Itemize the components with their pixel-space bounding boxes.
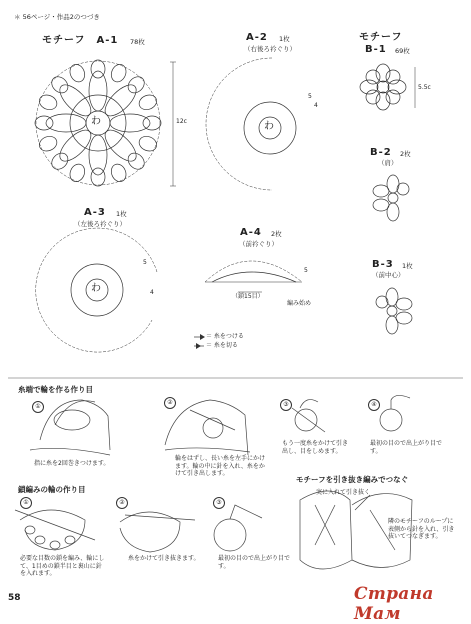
motif-a3-round5: 5 xyxy=(143,259,147,266)
motif-a2-diagram xyxy=(206,58,296,190)
outer-loop xyxy=(49,74,72,97)
motif-a2-subtitle: （右後ろ衿ぐり） xyxy=(244,45,296,53)
motif-b1-diagram xyxy=(360,64,406,110)
section1-step1-caption: 指に糸を2回巻きつけます。 xyxy=(34,460,110,467)
motif-a2-center: わ xyxy=(264,121,274,132)
section1-step1-number: ① xyxy=(32,401,44,413)
motif-a1-center: わ xyxy=(91,116,101,127)
motif-a1-count: 78枚 xyxy=(130,38,145,46)
motif-a3-center: わ xyxy=(91,283,101,294)
motif-b3-title: B-3 xyxy=(372,259,394,270)
section3-title: モチーフを引き抜き編みでつなぐ xyxy=(296,475,409,484)
motif-a4-round5: 5 xyxy=(304,267,308,274)
continuation-note: ＊ 56ページ・作品2のつづき xyxy=(14,13,100,21)
petal xyxy=(89,135,107,175)
motif-a3-round4: 4 xyxy=(150,289,154,296)
section2-step3-number: ③ xyxy=(213,497,225,509)
outer-loop xyxy=(37,134,59,154)
petal xyxy=(46,114,86,132)
outer-loop xyxy=(137,134,159,154)
motif-b3-subtitle: （前中心） xyxy=(372,271,405,279)
motif-b3-diagram xyxy=(376,288,412,334)
page-number: 58 xyxy=(8,593,21,603)
motif-a1-dimension: 12c xyxy=(176,118,187,125)
motif-a4-chain-count: （鎖15目） xyxy=(232,293,264,300)
section2-title: 鎖編みの輪の作り目 xyxy=(18,485,86,494)
outer-loop xyxy=(91,60,105,78)
motif-b2-subtitle: （肩） xyxy=(378,159,398,167)
motif-b1-title: B-1 xyxy=(365,44,387,55)
motif-b2-title: B-2 xyxy=(370,147,392,158)
outer-loop xyxy=(37,92,59,112)
section2-step1-number: ① xyxy=(20,497,32,509)
legend-cut: ＝ 糸を切る xyxy=(206,342,238,349)
step4-illustration xyxy=(380,395,410,431)
outer-loop xyxy=(109,62,129,84)
watermark: Страна Мам xyxy=(354,584,434,624)
section2-step2-caption: 糸をかけて引き抜きます。 xyxy=(128,555,200,562)
section1-title: 糸端で輪を作る作り目 xyxy=(18,385,93,394)
motif-a3-subtitle: （左後ろ衿ぐり） xyxy=(74,220,126,228)
outer-loop xyxy=(49,150,72,173)
outer-loop xyxy=(67,162,87,184)
chain-step2-illustration xyxy=(120,512,195,552)
section3-note: 実に入れて引き抜く xyxy=(316,489,371,496)
outer-loop xyxy=(35,116,53,130)
section1-step4-caption: 最初の目ので出上がり目です。 xyxy=(370,440,443,455)
outer-loop xyxy=(109,162,129,184)
motif-b1-count: 69枚 xyxy=(395,47,410,55)
motif-a1-title: モチーフ A-1 xyxy=(42,35,119,46)
motif-a3-title: A-3 xyxy=(84,207,106,218)
step3-illustration xyxy=(292,400,325,432)
outer-loop xyxy=(125,150,148,173)
step2-illustration xyxy=(165,400,250,455)
outer-loop xyxy=(137,92,159,112)
motif-a2-round4: 4 xyxy=(314,102,318,109)
motif-b2-diagram xyxy=(373,175,409,221)
chain-step3-illustration xyxy=(214,505,262,551)
motif-a2-title: A-2 xyxy=(246,32,268,43)
motif-a4-title: A-4 xyxy=(240,227,262,238)
petal xyxy=(89,71,107,111)
motif-b1-dimension: 5.5c xyxy=(418,84,431,91)
motif-a4-start-label: 編み始め xyxy=(287,300,312,307)
motif-a4-count: 2枚 xyxy=(271,230,282,238)
section1-step2-caption: 輪をはずし、長い糸を左手にかけます。輪の中に針を入れ、糸をかけて引き出します。 xyxy=(175,455,266,477)
outer-loop xyxy=(143,116,161,130)
motif-b2-count: 2枚 xyxy=(400,150,411,158)
outer-loop xyxy=(91,168,105,186)
motif-a4-diagram xyxy=(205,261,302,292)
legend-attach: ＝ 糸をつける xyxy=(206,333,244,340)
petal xyxy=(110,114,150,132)
motif-a3-count: 1枚 xyxy=(116,210,127,218)
section3-caption: 隣のモチーフのループに表側から針を入れ、引き抜いてつなぎます。 xyxy=(388,518,455,540)
section2-step2-number: ② xyxy=(116,497,128,509)
motif-a4-subtitle: （前衿ぐり） xyxy=(239,240,278,248)
motif-a2-count: 1枚 xyxy=(279,35,290,43)
motif-a2-round5: 5 xyxy=(308,93,312,100)
section1-step2-number: ② xyxy=(164,397,176,409)
section1-step4-number: ④ xyxy=(368,399,380,411)
section2-step3-caption: 最初の目ので出上がり目です。 xyxy=(218,555,291,570)
section2-step1-caption: 必要な目数の鎖を編み、輪にして、1目めの鎖半目と裏山に針を入れます。 xyxy=(20,555,105,577)
section1-step3-caption: もう一度糸をかけて引き出し、目をしめます。 xyxy=(282,440,349,455)
outer-loop xyxy=(67,62,87,84)
chain-step1-illustration xyxy=(15,510,95,550)
outer-loop xyxy=(125,74,148,97)
motif-b3-count: 1枚 xyxy=(402,262,413,270)
section1-step3-number: ③ xyxy=(280,399,292,411)
motif-b-heading: モチーフ xyxy=(359,32,403,43)
